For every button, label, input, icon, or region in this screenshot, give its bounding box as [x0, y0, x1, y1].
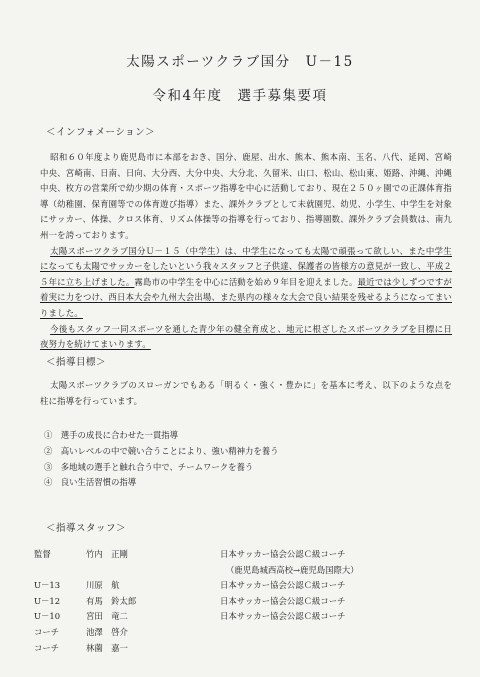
info-section — [40, 150, 452, 353]
staff-credential: 日本サッカー協会公認Ｃ級コーチ — [220, 611, 346, 622]
info-paragraph-3: 今後もスタッフ一同スポーツを通した青少年の健全育成と、地元に根ざしたスポーツクラブを目標に日夜努力を続けてまいります。 — [40, 323, 452, 350]
document-title: 太陽スポーツクラブ国分 U－15 — [126, 54, 354, 70]
staff-name: 林薗 嘉一 — [86, 642, 128, 653]
staff-role: U－13 — [34, 580, 61, 591]
info-heading: ＜インフォメーション＞ — [46, 127, 156, 138]
info-paragraph-2-underlined-b: 最近では少しずつですが着実に力をつけ、西日本大会や九州大会出場、また県内の様々な大会で良い結果を残せるようになってまいりました。 — [40, 276, 453, 318]
staff-role: U－10 — [34, 611, 61, 622]
goals-heading: ＜指導目標＞ — [46, 357, 107, 368]
goal-item-1: ① 選手の成長に合わせた一貫指導 — [44, 430, 178, 440]
staff-role: コーチ — [34, 642, 60, 653]
goal-item-2: ② 高いレベルの中で競い合うことにより、強い精神力を養う — [44, 445, 279, 456]
staff-heading: ＜指導スタッフ＞ — [46, 523, 127, 534]
staff-role: 監督 — [34, 549, 51, 559]
staff-role: U－12 — [34, 595, 61, 606]
info-paragraph-2 — [40, 244, 452, 322]
goal-item-4: ④ 良い生活習慣の指導 — [44, 477, 137, 488]
info-paragraph-1: 昭和６０年度より鹿児島市に本部をおき、国分、鹿屋、出水、熊本、熊本南、玉名、八代、延岡、宮崎中央、宮崎南、日南、日向、大分西、大分中央、大分北、久留米、山口、松山、松山東、姫路、沖縄、沖縄中央、枚方の営業所で幼少期の体育・スポーツ指導を中心に活動しており、現在２５０ヶ園での正課体育指導（幼稚園、保育園等での体育遊び指導）また、課外クラブとして未就園児、幼児、小学生、中学生を対象にサッカー、体操、クロス体育、リズム体操等の指導を行っており、指導園数、課外クラブ会員数は、南九州一を誇っております。 — [40, 152, 452, 240]
document-subtitle: 令和4年度 選手募集要項 — [152, 88, 328, 104]
staff-credential: 日本サッカー協会公認Ｃ級コーチ — [220, 595, 346, 606]
staff-credential-note: （鹿児島城西高校→鹿児島国際大） — [226, 564, 359, 575]
staff-name: 有馬 鈴太郎 — [86, 595, 137, 606]
staff-role: コーチ — [34, 626, 60, 637]
staff-name: 川原 航 — [86, 580, 120, 591]
goals-list — [44, 428, 279, 491]
staff-credential: 日本サッカー協会公認Ｃ級コーチ — [220, 549, 346, 559]
goal-item-3: ③ 多地域の選手と触れ合う中で、チームワークを養う — [44, 461, 254, 472]
info-paragraph-2-underlined-a: 太陽スポーツクラブ国分Ｕ－１５（中学生）は、中学生になっても太陽で頑張って欲しい、また中学生になっても太陽でサッカーをしたいという我々スタッフと子供達、保護者の皆様方の意見が一致し、平成２５年に立ち上げました。 — [40, 245, 452, 287]
info-paragraph-2-plain: 霧島市の中学生を中心に活動を始め９年目を迎えました。 — [134, 276, 358, 287]
staff-credential: 日本サッカー協会公認Ｃ級コーチ — [220, 580, 346, 591]
goals-intro: 太陽スポーツクラブのスローガンでもある「明るく・強く・豊かに」を基本に考え、以下のような点を柱に指導を行っています。 — [40, 380, 452, 406]
staff-name: 竹内 正剛 — [86, 549, 128, 559]
staff-name: 宮田 竜二 — [86, 611, 128, 622]
staff-name: 池澤 啓介 — [86, 626, 128, 637]
